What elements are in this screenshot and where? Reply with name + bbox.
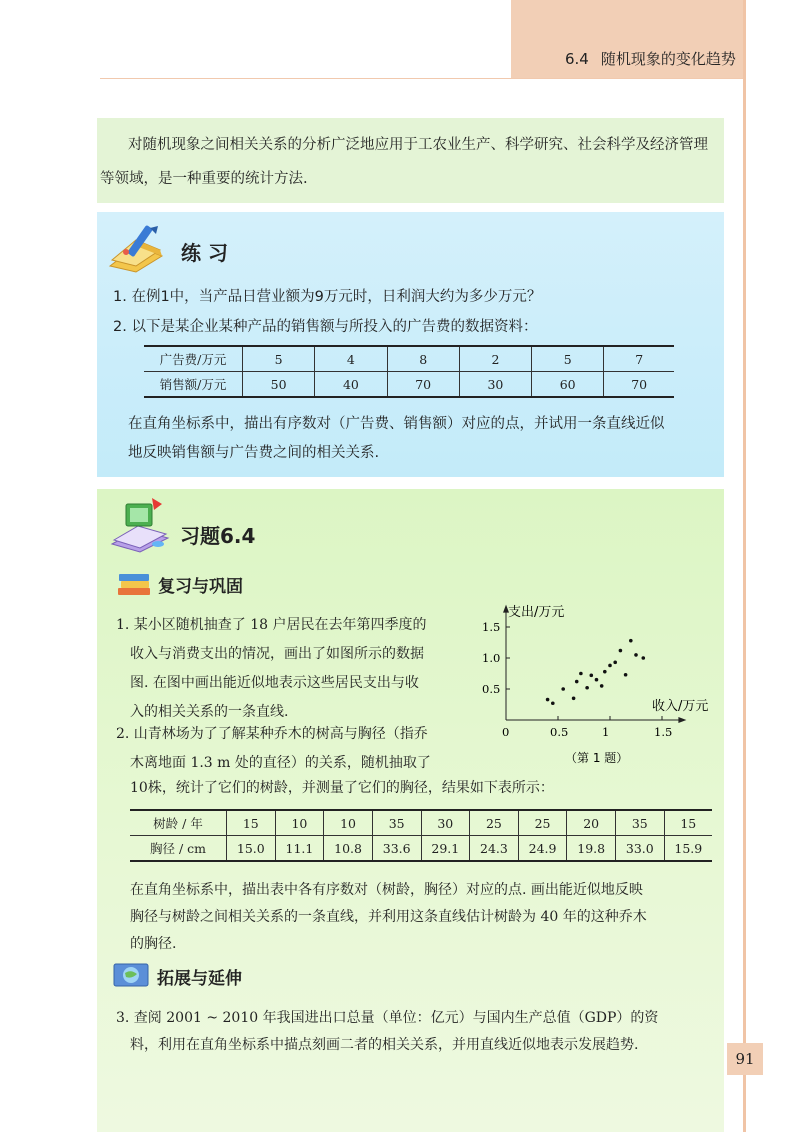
table-cell: 33.0 [616,836,665,862]
extend-heading: 拓展与延伸 [157,969,242,989]
table-cell: 树龄 / 年 [153,816,203,831]
table-cell: 广告费/万元 [159,352,227,367]
table-cell: 15 [664,810,712,836]
data-point [619,649,623,653]
practice-q2: 2. 以下是某企业某种产品的销售额与所投入的广告费的数据资料： [113,319,538,335]
chart-caption: （第 1 题） [565,751,629,765]
table-cell: 29.1 [421,836,470,862]
table-cell: 30 [421,810,470,836]
header-rule [100,78,743,79]
data-point [589,674,593,678]
table-cell: 70 [604,372,674,398]
tree-age-table [130,809,712,862]
data-point [600,684,604,688]
practice-q1: 1. 在例1中，当产品日营业额为9万元时，日利润大约为多少万元？ [113,289,542,305]
table-cell: 40 [315,372,387,398]
exercise-q3-line2: 料，利用在直角坐标系中描点刻画二者的相关关系，并用直线近似地表示发展趋势. [130,1037,639,1053]
section-number: 6.4 [565,50,589,68]
y-axis-label: 支出/万元 [508,605,565,620]
right-margin-stripe [743,0,746,1132]
exercise-q2-line1: 2. 山青林场为了了解某种乔木的树高与胸径（指乔 [116,726,428,742]
y-tick-label: 0.5 [482,682,501,696]
data-point [551,701,555,705]
data-point [624,673,628,677]
data-point [572,697,576,701]
extension-globe-icon [112,960,152,990]
data-point [629,639,633,643]
table-cell: 19.8 [567,836,616,862]
x-tick-label: 0 [502,725,510,739]
exercise-q2-after-line2: 胸径与树龄之间相关关系的一条直线，并利用这条直线估计树龄为 40 年的这种乔木 [130,909,647,925]
table-cell: 70 [387,372,459,398]
exercise-q1-line4: 入的相关关系的一条直线. [130,704,289,720]
table-cell: 24.9 [518,836,567,862]
section-title: 随机现象的变化趋势 [600,50,736,68]
ad-sales-table [144,345,674,398]
table-cell: 30 [459,372,531,398]
table-cell: 15.9 [664,836,712,862]
exercise-q2-after-line3: 的胸径. [130,936,177,952]
table-cell: 15 [227,810,276,836]
y-tick-label: 1.5 [482,620,501,634]
practice-note-line2: 地反映销售额与广告费之间的相关关系. [128,445,380,461]
data-point [634,653,638,657]
table-cell: 60 [532,372,604,398]
table-cell: 33.6 [372,836,421,862]
x-axis-arrow [678,717,686,723]
data-point [585,686,589,690]
page-number: 91 [727,1043,763,1075]
table-row [144,346,674,372]
table-row [130,836,712,862]
data-point [546,698,550,702]
table-cell: 胸径 / cm [130,836,227,862]
table-cell: 35 [372,810,421,836]
review-heading: 复习与巩固 [158,577,243,597]
table-cell: 10 [275,810,324,836]
exercises-heading: 习题6.4 [180,524,256,548]
table-cell: 25 [518,810,567,836]
table-cell: 销售额/万元 [144,372,243,398]
data-point [579,672,583,676]
table-cell: 8 [387,346,459,372]
table-cell: 10 [324,810,373,836]
exercise-q3-line1: 3. 查阅 2001 ~ 2010 年我国进出口总量（单位：亿元）与国内生产总值（GDP）的资 [116,1010,659,1026]
exercise-q1-line2: 收入与消费支出的情况，画出了如图所示的数据 [130,646,424,662]
x-tick-label: 1 [602,725,610,739]
exercise-q2-after-line1: 在直角坐标系中，描出表中各有序数对（树龄，胸径）对应的点. 画出能近似地反映 [130,882,643,898]
exercise-q1-line1: 1. 某小区随机抽查了 18 户居民在去年第四季度的 [116,617,427,633]
data-point [641,656,645,660]
table-cell: 20 [567,810,616,836]
exercise-q2-line2: 木离地面 1.3 m 处的直径）的关系，随机抽取了 [130,755,431,771]
scatter-chart [470,596,720,766]
table-cell: 7 [604,346,674,372]
exercise-q1-line3: 图. 在图中画出能近似地表示这些居民支出与收 [130,675,419,691]
x-axis-label: 收入/万元 [652,699,709,714]
table-row [144,372,674,398]
data-point [608,664,612,668]
data-point [595,678,599,682]
table-cell: 11.1 [275,836,324,862]
table-cell: 5 [243,346,315,372]
data-point [603,670,607,674]
table-cell: 2 [459,346,531,372]
table-cell: 10.8 [324,836,373,862]
table-cell: 24.3 [470,836,519,862]
table-cell: 50 [243,372,315,398]
computer-book-icon [108,496,172,554]
table-row [130,810,712,836]
table-cell: 5 [532,346,604,372]
table-cell: 25 [470,810,519,836]
table-cell: 15.0 [227,836,276,862]
books-stack-icon [116,570,154,598]
table-cell: 4 [315,346,387,372]
header-title [565,48,736,69]
intro-paragraph: 对随机现象之间相关关系的分析广泛地应用于工农业生产、科学研究、社会科学及经济管理等领域，是一种重要的统计方法. [100,137,708,187]
data-point [575,680,579,684]
x-tick-label: 0.5 [550,725,569,739]
exercise-q2-line3: 10株，统计了它们的树龄，并测量了它们的胸径，结果如下表所示： [130,780,554,796]
data-point [613,661,617,665]
table-cell: 35 [616,810,665,836]
pencil-book-icon [106,222,174,274]
x-tick-label: 1.5 [654,725,673,739]
practice-note-line1: 在直角坐标系中，描出有序数对（广告费、销售额）对应的点，并试用一条直线近似 [128,416,665,432]
y-tick-label: 1.0 [482,651,501,665]
data-point [561,687,565,691]
practice-heading: 练 习 [181,241,228,265]
